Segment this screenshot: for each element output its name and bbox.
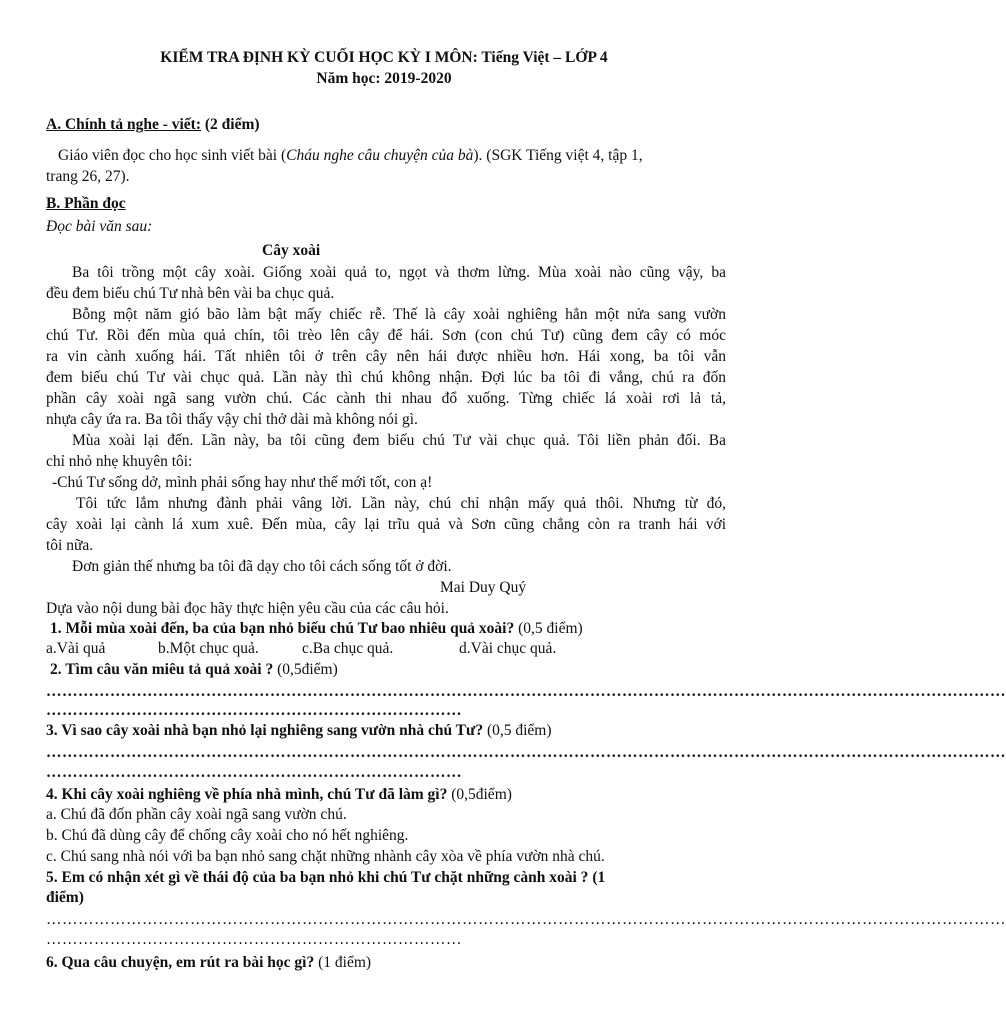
story-line: Ba tôi trồng một cây xoài. Giống xoài quả to, ngọt và thơm lừng. Mùa xoài nào cũng vậy, ba bbox=[72, 264, 726, 281]
story-line: đem biếu chú Tư vài chục quả. Lần này thì chú không nhận. Đợi lúc ba tôi đi vắng, chú ra đốn bbox=[46, 369, 726, 386]
answer-line[interactable]: ……………………………………………………………………………………………………………………………………………………………… bbox=[46, 683, 1006, 700]
section-a-line-1 bbox=[58, 146, 726, 166]
question-3-points: (0,5 điểm) bbox=[486, 722, 552, 739]
q4-option-c: c. Chú sang nhà nói với ba bạn nhỏ sang chặt những nhành cây xòa về phía vườn nhà chú. bbox=[46, 848, 605, 865]
story-line: Bỗng một năm gió bão làm bật mấy chiếc rễ. Thế là cây xoài nghiêng hẳn một nửa sang vườn bbox=[72, 306, 726, 323]
section-a-text: Giáo viên đọc cho học sinh viết bài ( bbox=[58, 147, 287, 164]
q1-option-d: d.Vài chục quả. bbox=[459, 640, 557, 657]
question-2-text: 2. Tìm câu văn miêu tả quả xoài ? bbox=[50, 661, 274, 678]
story-author: Mai Duy Quý bbox=[440, 579, 527, 596]
story-line: tôi nữa. bbox=[46, 537, 94, 554]
story-line: Đơn giản thế nhưng ba tôi đã dạy cho tôi cách sống tốt ở đời. bbox=[72, 558, 452, 575]
story-line: cây xoài lại cành lá xum xuê. Đến mùa, cây lại trĩu quả và Sơn cũng chẳng còn ra tranh hái với bbox=[46, 516, 726, 533]
question-1-text: 1. Mỗi mùa xoài đến, ba của bạn nhỏ biếu chú Tư bao nhiêu quả xoài? bbox=[50, 620, 515, 637]
question-6-text: 6. Qua câu chuyện, em rút ra bài học gì? bbox=[46, 954, 315, 971]
school-year: Năm học: 2019-2020 bbox=[316, 70, 452, 87]
q4-option-b: b. Chú đã dùng cây để chống cây xoài cho nó hết nghiêng. bbox=[46, 827, 409, 844]
q4-option-a: a. Chú đã đốn phần cây xoài ngã sang vườn chú. bbox=[46, 806, 347, 823]
question-4-text: 4. Khi cây xoài nghiêng về phía nhà mình, chú Tư đã làm gì? bbox=[46, 786, 448, 803]
story-dialogue: -Chú Tư sống dở, mình phải sống hay như thế mới tốt, con ạ! bbox=[52, 474, 433, 491]
story-line: chỉ nhỏ nhẹ khuyên tôi: bbox=[46, 453, 193, 470]
story-line: Tôi tức lắm nhưng đành phải vâng lời. Lần này, chú chỉ nhận mấy quả thôi. Nhưng từ đó, bbox=[76, 495, 726, 512]
section-a-points: (2 điểm) bbox=[204, 116, 260, 133]
question-6 bbox=[46, 953, 726, 973]
section-b-heading: B. Phần đọc bbox=[46, 195, 126, 212]
section-a-heading bbox=[46, 115, 726, 135]
answer-line[interactable]: ……………………………………………………………………………………………………………………………………………………………… bbox=[46, 911, 1006, 928]
exam-title: KIỂM TRA ĐỊNH KỲ CUỐI HỌC KỲ I MÔN: Tiếng Việt – LỚP 4 bbox=[160, 49, 608, 66]
question-4 bbox=[46, 785, 726, 805]
question-5-text: 5. Em có nhận xét gì về thái độ của ba bạn nhỏ khi chú Tư chặt những cành xoài ? bbox=[46, 869, 589, 886]
q1-option-c: c.Ba chục quả. bbox=[302, 640, 394, 657]
q1-option-a: a.Vài quả bbox=[46, 640, 106, 657]
questions-prompt: Dựa vào nội dung bài đọc hãy thực hiện yêu cầu của các câu hỏi. bbox=[46, 600, 449, 617]
question-5-points: (1 bbox=[592, 869, 606, 886]
story-reference: Cháu nghe câu chuyện của bà bbox=[286, 147, 474, 164]
story-line: ra vin cành xuống hái. Tất nhiên tôi ở trên cây nên hái được nhiều hơn. Hái xong, ba tôi vẫn bbox=[46, 348, 726, 365]
question-6-points: (1 điểm) bbox=[318, 954, 372, 971]
question-2 bbox=[50, 660, 726, 680]
answer-line[interactable]: …………………………………………………………………… bbox=[46, 702, 462, 719]
story-line: đều đem biếu chú Tư nhà bên vài ba chục quả. bbox=[46, 285, 335, 302]
question-5-points-cont: điểm) bbox=[46, 889, 84, 906]
story-line: chú Tư. Rồi đến mùa quả chín, tôi trèo lên cây để hái. Sơn (con chú Tư) cũng đem cây có móc bbox=[46, 327, 726, 344]
section-b-instruction: Đọc bài văn sau: bbox=[46, 218, 153, 235]
question-2-points: (0,5điểm) bbox=[277, 661, 338, 678]
question-5 bbox=[46, 868, 726, 888]
question-1 bbox=[50, 619, 726, 639]
question-1-points: (0,5 điểm) bbox=[518, 620, 583, 637]
answer-line[interactable]: ……………………………………………………………………………………………………………………………………………………………… bbox=[46, 744, 1006, 761]
story-line: Mùa xoài lại đến. Lần này, ba tôi cũng đem biếu chú Tư vài chục quả. Tôi liền phản đối. Ba bbox=[72, 432, 726, 449]
answer-line[interactable]: …………………………………………………………………… bbox=[46, 764, 462, 781]
story-line: phần cây xoài ngã sang vườn chú. Các cành thi nhau đổ xuống. Từng chiếc lá xoài rơi lả tả, bbox=[46, 390, 726, 407]
answer-line[interactable]: …………………………………………………………………… bbox=[46, 931, 462, 948]
story-line: nhựa cây ứa ra. Ba tôi thấy vậy chỉ thở dài mà không nói gì. bbox=[46, 411, 418, 428]
story-title: Cây xoài bbox=[262, 242, 321, 259]
q1-option-b: b.Một chục quả. bbox=[158, 640, 259, 657]
question-3-text: 3. Vì sao cây xoài nhà bạn nhỏ lại nghiêng sang vườn nhà chú Tư? bbox=[46, 722, 484, 739]
section-a-text-end: ). (SGK Tiếng việt 4, tập 1, bbox=[473, 147, 643, 164]
question-4-points: (0,5điểm) bbox=[451, 786, 512, 803]
question-3 bbox=[46, 721, 726, 741]
section-a-title: A. Chính tả nghe - viết: bbox=[46, 116, 202, 133]
section-a-line-2: trang 26, 27). bbox=[46, 168, 130, 185]
